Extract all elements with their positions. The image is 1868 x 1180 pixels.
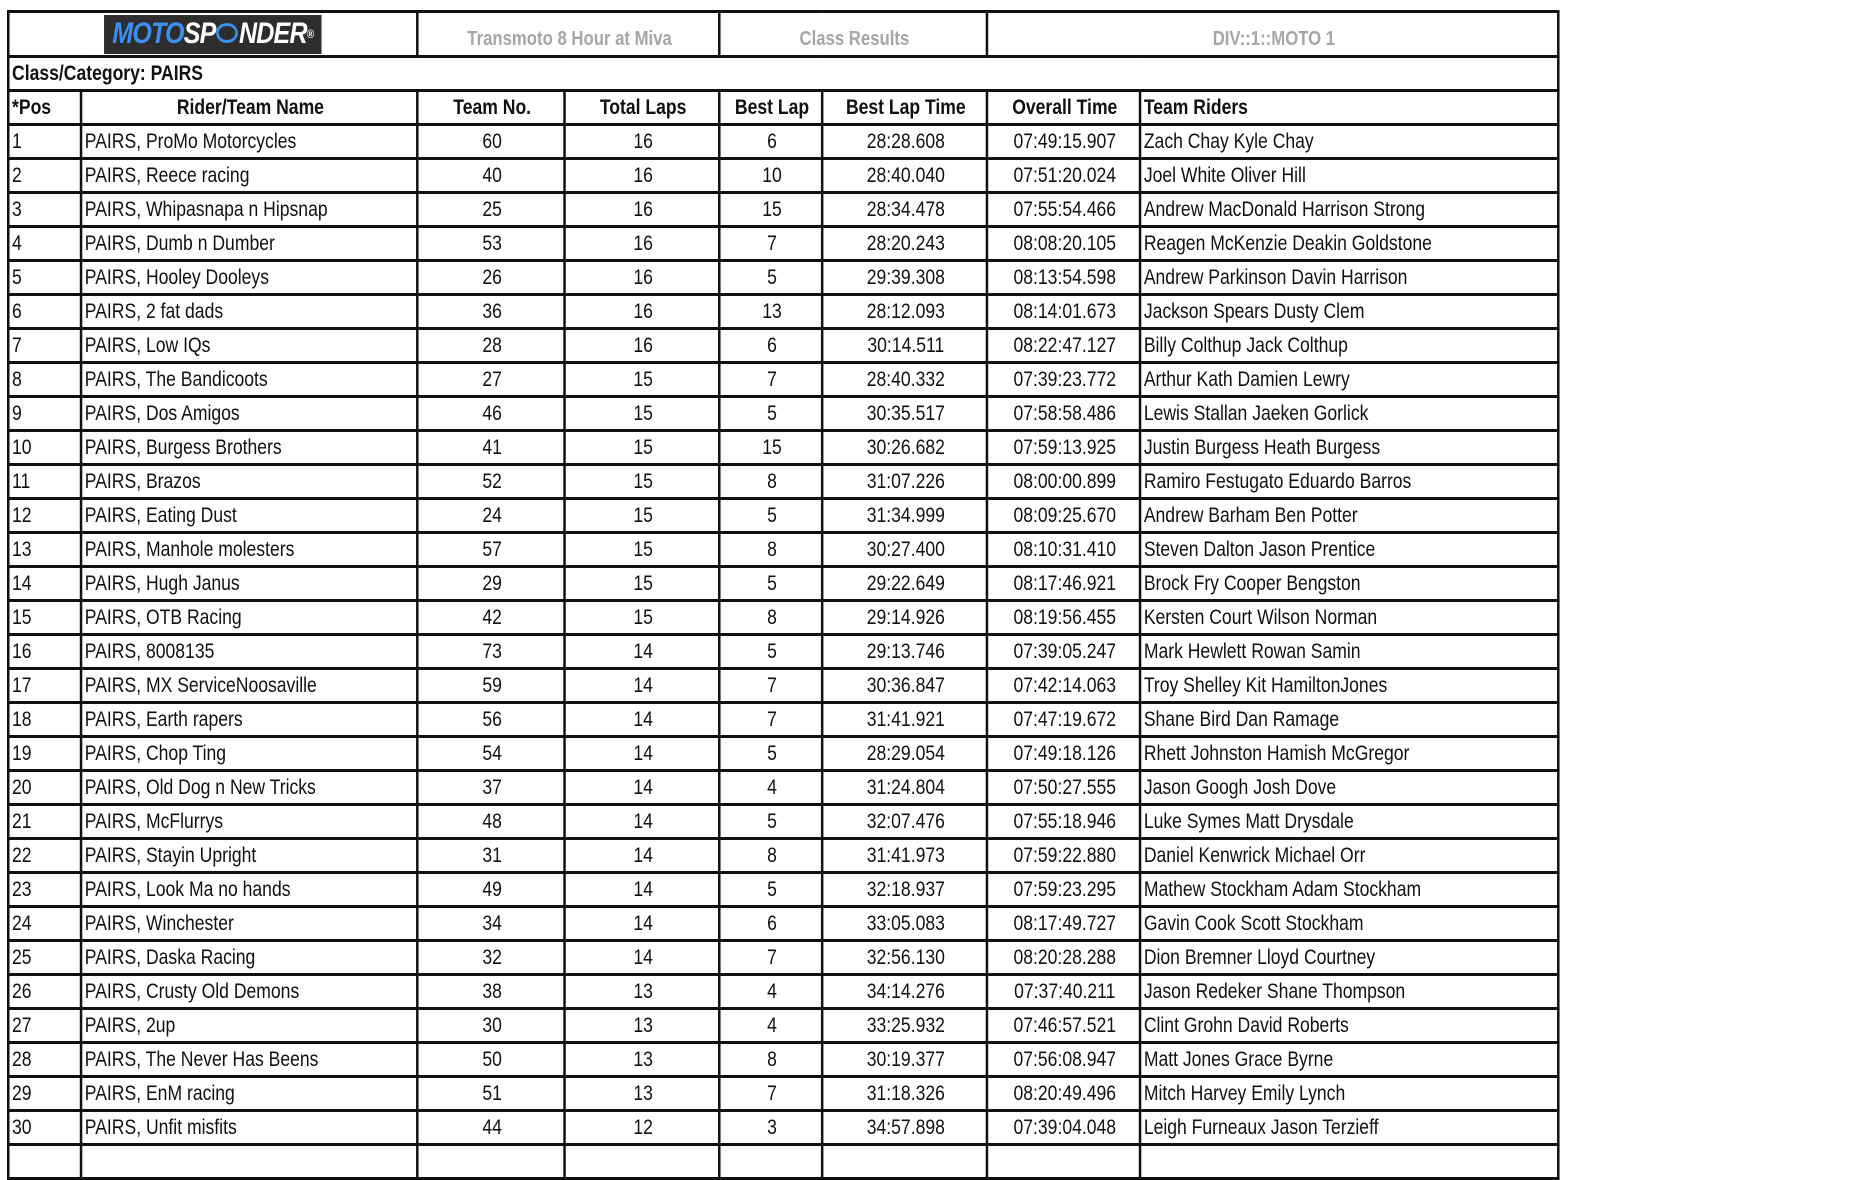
best-lap-time-cell: 32:56.130	[822, 941, 987, 975]
total-laps-cell: 14	[565, 907, 720, 941]
table-row	[8, 873, 1558, 907]
team-no-cell: 36	[417, 295, 564, 329]
pos-cell: 16	[8, 635, 81, 669]
col-header-total-laps: Total Laps	[565, 91, 720, 125]
pos-cell: 19	[8, 737, 81, 771]
team-name-cell: PAIRS, Crusty Old Demons	[81, 975, 417, 1009]
pos-cell: 8	[8, 363, 81, 397]
col-header-best-lap-time: Best Lap Time	[822, 91, 987, 125]
pos-cell: 10	[8, 431, 81, 465]
best-lap-time-cell: 32:07.476	[822, 805, 987, 839]
overall-time-cell: 08:20:28.288	[987, 941, 1140, 975]
division-label: DIV::1::MOTO 1	[987, 12, 1558, 57]
pos-cell: 29	[8, 1077, 81, 1111]
team-riders-cell: Luke Symes Matt Drysdale	[1140, 805, 1558, 839]
total-laps-cell: 13	[565, 975, 720, 1009]
total-laps-cell: 15	[565, 533, 720, 567]
team-riders-cell: Leigh Furneaux Jason Terzieff	[1140, 1111, 1558, 1145]
total-laps-cell: 16	[565, 227, 720, 261]
overall-time-cell: 07:49:18.126	[987, 737, 1140, 771]
team-no-cell: 25	[417, 193, 564, 227]
overall-time-cell: 08:10:31.410	[987, 533, 1140, 567]
best-lap-cell: 8	[719, 533, 822, 567]
team-riders-cell: Lewis Stallan Jaeken Gorlick	[1140, 397, 1558, 431]
team-name-cell: PAIRS, 8008135	[81, 635, 417, 669]
best-lap-time-cell: 29:22.649	[822, 567, 987, 601]
overall-time-cell: 07:39:23.772	[987, 363, 1140, 397]
best-lap-cell: 5	[719, 805, 822, 839]
best-lap-cell: 3	[719, 1111, 822, 1145]
team-no-cell: 44	[417, 1111, 564, 1145]
team-name-cell: PAIRS, ProMo Motorcycles	[81, 125, 417, 159]
team-no-cell: 34	[417, 907, 564, 941]
empty-cell	[1140, 1145, 1558, 1179]
best-lap-time-cell: 30:27.400	[822, 533, 987, 567]
team-no-cell: 50	[417, 1043, 564, 1077]
table-row	[8, 737, 1558, 771]
pos-cell: 11	[8, 465, 81, 499]
overall-time-cell: 08:08:20.105	[987, 227, 1140, 261]
team-riders-cell: Matt Jones Grace Byrne	[1140, 1043, 1558, 1077]
team-riders-cell: Ramiro Festugato Eduardo Barros	[1140, 465, 1558, 499]
best-lap-time-cell: 28:28.608	[822, 125, 987, 159]
team-no-cell: 48	[417, 805, 564, 839]
total-laps-cell: 15	[565, 431, 720, 465]
table-row	[8, 907, 1558, 941]
pos-cell: 23	[8, 873, 81, 907]
pos-cell: 24	[8, 907, 81, 941]
best-lap-time-cell: 29:13.746	[822, 635, 987, 669]
overall-time-cell: 07:56:08.947	[987, 1043, 1140, 1077]
team-riders-cell: Dion Bremner Lloyd Courtney	[1140, 941, 1558, 975]
team-riders-cell: Jason Redeker Shane Thompson	[1140, 975, 1558, 1009]
team-no-cell: 54	[417, 737, 564, 771]
pos-cell: 22	[8, 839, 81, 873]
total-laps-cell: 14	[565, 839, 720, 873]
total-laps-cell: 15	[565, 499, 720, 533]
team-riders-cell: Billy Colthup Jack Colthup	[1140, 329, 1558, 363]
best-lap-cell: 5	[719, 261, 822, 295]
team-no-cell: 26	[417, 261, 564, 295]
best-lap-cell: 7	[719, 703, 822, 737]
best-lap-time-cell: 29:14.926	[822, 601, 987, 635]
total-laps-cell: 13	[565, 1009, 720, 1043]
table-row	[8, 261, 1558, 295]
col-header-team-no: Team No.	[417, 91, 564, 125]
best-lap-time-cell: 31:41.921	[822, 703, 987, 737]
team-riders-cell: Daniel Kenwrick Michael Orr	[1140, 839, 1558, 873]
overall-time-cell: 07:42:14.063	[987, 669, 1140, 703]
team-no-cell: 59	[417, 669, 564, 703]
overall-time-cell: 07:59:13.925	[987, 431, 1140, 465]
total-laps-cell: 15	[565, 397, 720, 431]
table-row	[8, 703, 1558, 737]
table-row	[8, 533, 1558, 567]
best-lap-time-cell: 31:07.226	[822, 465, 987, 499]
best-lap-time-cell: 31:41.973	[822, 839, 987, 873]
col-header-overall-time: Overall Time	[987, 91, 1140, 125]
table-row	[8, 669, 1558, 703]
results-sheet	[7, 10, 1557, 1152]
team-name-cell: PAIRS, Daska Racing	[81, 941, 417, 975]
total-laps-cell: 14	[565, 737, 720, 771]
table-row	[8, 601, 1558, 635]
team-name-cell: PAIRS, Manhole molesters	[81, 533, 417, 567]
overall-time-cell: 07:59:23.295	[987, 873, 1140, 907]
best-lap-time-cell: 33:05.083	[822, 907, 987, 941]
team-name-cell: PAIRS, Dos Amigos	[81, 397, 417, 431]
column-header-row	[8, 91, 1558, 125]
team-no-cell: 41	[417, 431, 564, 465]
overall-time-cell: 07:58:58.486	[987, 397, 1140, 431]
pos-cell: 2	[8, 159, 81, 193]
team-riders-cell: Mathew Stockham Adam Stockham	[1140, 873, 1558, 907]
table-row	[8, 363, 1558, 397]
overall-time-cell: 07:46:57.521	[987, 1009, 1140, 1043]
team-riders-cell: Arthur Kath Damien Lewry	[1140, 363, 1558, 397]
pos-cell: 18	[8, 703, 81, 737]
best-lap-cell: 13	[719, 295, 822, 329]
class-category-label: Class/Category: PAIRS	[8, 57, 1558, 91]
total-laps-cell: 16	[565, 193, 720, 227]
team-name-cell: PAIRS, Earth rapers	[81, 703, 417, 737]
team-riders-cell: Rhett Johnston Hamish McGregor	[1140, 737, 1558, 771]
team-no-cell: 73	[417, 635, 564, 669]
overall-time-cell: 07:37:40.211	[987, 975, 1140, 1009]
table-row	[8, 125, 1558, 159]
overall-time-cell: 07:49:15.907	[987, 125, 1140, 159]
overall-time-cell: 08:00:00.899	[987, 465, 1140, 499]
total-laps-cell: 16	[565, 261, 720, 295]
team-no-cell: 32	[417, 941, 564, 975]
team-riders-cell: Jackson Spears Dusty Clem	[1140, 295, 1558, 329]
pos-cell: 27	[8, 1009, 81, 1043]
team-no-cell: 24	[417, 499, 564, 533]
best-lap-time-cell: 28:12.093	[822, 295, 987, 329]
team-riders-cell: Troy Shelley Kit HamiltonJones	[1140, 669, 1558, 703]
logo-cell	[8, 12, 417, 57]
best-lap-cell: 7	[719, 1077, 822, 1111]
team-name-cell: PAIRS, Reece racing	[81, 159, 417, 193]
total-laps-cell: 15	[565, 363, 720, 397]
team-name-cell: PAIRS, Hooley Dooleys	[81, 261, 417, 295]
team-name-cell: PAIRS, Winchester	[81, 907, 417, 941]
overall-time-cell: 08:09:25.670	[987, 499, 1140, 533]
team-name-cell: PAIRS, Low IQs	[81, 329, 417, 363]
table-row	[8, 227, 1558, 261]
best-lap-time-cell: 30:26.682	[822, 431, 987, 465]
best-lap-time-cell: 30:19.377	[822, 1043, 987, 1077]
best-lap-cell: 8	[719, 465, 822, 499]
team-no-cell: 40	[417, 159, 564, 193]
empty-cell	[719, 1145, 822, 1179]
total-laps-cell: 16	[565, 295, 720, 329]
table-row	[8, 1111, 1558, 1145]
best-lap-time-cell: 30:35.517	[822, 397, 987, 431]
overall-time-cell: 08:19:56.455	[987, 601, 1140, 635]
team-riders-cell: Andrew Barham Ben Potter	[1140, 499, 1558, 533]
team-riders-cell: Andrew Parkinson Davin Harrison	[1140, 261, 1558, 295]
total-laps-cell: 13	[565, 1043, 720, 1077]
table-row	[8, 499, 1558, 533]
team-name-cell: PAIRS, Unfit misfits	[81, 1111, 417, 1145]
col-header-pos: *Pos	[8, 91, 81, 125]
best-lap-time-cell: 34:57.898	[822, 1111, 987, 1145]
team-no-cell: 29	[417, 567, 564, 601]
best-lap-cell: 5	[719, 873, 822, 907]
best-lap-time-cell: 31:24.804	[822, 771, 987, 805]
best-lap-time-cell: 30:36.847	[822, 669, 987, 703]
team-name-cell: PAIRS, Look Ma no hands	[81, 873, 417, 907]
best-lap-time-cell: 28:34.478	[822, 193, 987, 227]
pos-cell: 21	[8, 805, 81, 839]
team-no-cell: 37	[417, 771, 564, 805]
pos-cell: 4	[8, 227, 81, 261]
total-laps-cell: 14	[565, 771, 720, 805]
team-name-cell: PAIRS, McFlurrys	[81, 805, 417, 839]
table-row	[8, 941, 1558, 975]
total-laps-cell: 14	[565, 669, 720, 703]
table-row	[8, 1009, 1558, 1043]
team-riders-cell: Justin Burgess Heath Burgess	[1140, 431, 1558, 465]
team-name-cell: PAIRS, OTB Racing	[81, 601, 417, 635]
overall-time-cell: 07:55:54.466	[987, 193, 1140, 227]
team-no-cell: 42	[417, 601, 564, 635]
table-row	[8, 431, 1558, 465]
team-no-cell: 57	[417, 533, 564, 567]
pos-cell: 7	[8, 329, 81, 363]
best-lap-cell: 6	[719, 329, 822, 363]
best-lap-cell: 5	[719, 499, 822, 533]
col-header-team-riders: Team Riders	[1140, 91, 1558, 125]
team-name-cell: PAIRS, 2up	[81, 1009, 417, 1043]
team-riders-cell: Shane Bird Dan Ramage	[1140, 703, 1558, 737]
empty-cell	[987, 1145, 1140, 1179]
team-riders-cell: Joel White Oliver Hill	[1140, 159, 1558, 193]
pos-cell: 9	[8, 397, 81, 431]
best-lap-cell: 7	[719, 227, 822, 261]
best-lap-cell: 5	[719, 397, 822, 431]
best-lap-cell: 6	[719, 907, 822, 941]
empty-cell	[417, 1145, 564, 1179]
team-riders-cell: Mitch Harvey Emily Lynch	[1140, 1077, 1558, 1111]
table-row	[8, 193, 1558, 227]
overall-time-cell: 08:13:54.598	[987, 261, 1140, 295]
total-laps-cell: 16	[565, 159, 720, 193]
team-riders-cell: Kersten Court Wilson Norman	[1140, 601, 1558, 635]
table-row	[8, 397, 1558, 431]
team-name-cell: PAIRS, Chop Ting	[81, 737, 417, 771]
motosponder-logo: MOTOSP NDER®	[104, 15, 322, 54]
overall-time-cell: 08:14:01.673	[987, 295, 1140, 329]
best-lap-cell: 7	[719, 669, 822, 703]
pos-cell: 13	[8, 533, 81, 567]
empty-cell	[822, 1145, 987, 1179]
best-lap-cell: 8	[719, 839, 822, 873]
table-row	[8, 771, 1558, 805]
overall-time-cell: 07:51:20.024	[987, 159, 1140, 193]
pos-cell: 1	[8, 125, 81, 159]
table-row	[8, 465, 1558, 499]
table-row	[8, 635, 1558, 669]
overall-time-cell: 08:17:46.921	[987, 567, 1140, 601]
best-lap-cell: 10	[719, 159, 822, 193]
pos-cell: 25	[8, 941, 81, 975]
pos-cell: 17	[8, 669, 81, 703]
team-no-cell: 46	[417, 397, 564, 431]
best-lap-cell: 7	[719, 363, 822, 397]
team-no-cell: 31	[417, 839, 564, 873]
table-row	[8, 839, 1558, 873]
overall-time-cell: 07:39:05.247	[987, 635, 1140, 669]
team-no-cell: 27	[417, 363, 564, 397]
table-row-partial	[8, 1145, 1558, 1179]
team-no-cell: 53	[417, 227, 564, 261]
team-no-cell: 28	[417, 329, 564, 363]
table-row	[8, 329, 1558, 363]
best-lap-time-cell: 29:39.308	[822, 261, 987, 295]
team-no-cell: 38	[417, 975, 564, 1009]
team-name-cell: PAIRS, Eating Dust	[81, 499, 417, 533]
team-no-cell: 60	[417, 125, 564, 159]
logo-ring-icon	[216, 23, 238, 43]
best-lap-cell: 6	[719, 125, 822, 159]
results-table	[7, 10, 1560, 1180]
class-category-row	[8, 57, 1558, 91]
pos-cell: 26	[8, 975, 81, 1009]
best-lap-cell: 4	[719, 1009, 822, 1043]
pos-cell: 20	[8, 771, 81, 805]
team-riders-cell: Zach Chay Kyle Chay	[1140, 125, 1558, 159]
best-lap-time-cell: 28:40.040	[822, 159, 987, 193]
team-name-cell: PAIRS, The Bandicoots	[81, 363, 417, 397]
best-lap-cell: 8	[719, 601, 822, 635]
best-lap-time-cell: 34:14.276	[822, 975, 987, 1009]
team-riders-cell: Gavin Cook Scott Stockham	[1140, 907, 1558, 941]
total-laps-cell: 14	[565, 703, 720, 737]
team-name-cell: PAIRS, 2 fat dads	[81, 295, 417, 329]
team-no-cell: 49	[417, 873, 564, 907]
team-no-cell: 51	[417, 1077, 564, 1111]
total-laps-cell: 15	[565, 567, 720, 601]
pos-cell: 5	[8, 261, 81, 295]
overall-time-cell: 07:39:04.048	[987, 1111, 1140, 1145]
best-lap-cell: 5	[719, 737, 822, 771]
overall-time-cell: 08:20:49.496	[987, 1077, 1140, 1111]
team-riders-cell: Brock Fry Cooper Bengston	[1140, 567, 1558, 601]
team-riders-cell: Clint Grohn David Roberts	[1140, 1009, 1558, 1043]
pos-cell: 6	[8, 295, 81, 329]
pos-cell: 30	[8, 1111, 81, 1145]
best-lap-time-cell: 28:40.332	[822, 363, 987, 397]
team-name-cell: PAIRS, Dumb n Dumber	[81, 227, 417, 261]
total-laps-cell: 14	[565, 873, 720, 907]
total-laps-cell: 15	[565, 601, 720, 635]
col-header-team-name: Rider/Team Name	[81, 91, 417, 125]
empty-cell	[81, 1145, 417, 1179]
total-laps-cell: 16	[565, 329, 720, 363]
team-riders-cell: Andrew MacDonald Harrison Strong	[1140, 193, 1558, 227]
team-riders-cell: Steven Dalton Jason Prentice	[1140, 533, 1558, 567]
table-row	[8, 567, 1558, 601]
pos-cell: 15	[8, 601, 81, 635]
team-name-cell: PAIRS, EnM racing	[81, 1077, 417, 1111]
team-name-cell: PAIRS, The Never Has Beens	[81, 1043, 417, 1077]
team-riders-cell: Jason Googh Josh Dove	[1140, 771, 1558, 805]
team-name-cell: PAIRS, Old Dog n New Tricks	[81, 771, 417, 805]
overall-time-cell: 08:17:49.727	[987, 907, 1140, 941]
overall-time-cell: 07:59:22.880	[987, 839, 1140, 873]
event-title: Transmoto 8 Hour at Miva	[417, 12, 719, 57]
team-riders-cell: Mark Hewlett Rowan Samin	[1140, 635, 1558, 669]
team-name-cell: PAIRS, Stayin Upright	[81, 839, 417, 873]
team-name-cell: PAIRS, Hugh Janus	[81, 567, 417, 601]
best-lap-cell: 5	[719, 635, 822, 669]
pos-cell: 3	[8, 193, 81, 227]
best-lap-time-cell: 31:18.326	[822, 1077, 987, 1111]
overall-time-cell: 07:47:19.672	[987, 703, 1140, 737]
best-lap-cell: 8	[719, 1043, 822, 1077]
best-lap-time-cell: 28:20.243	[822, 227, 987, 261]
best-lap-cell: 4	[719, 771, 822, 805]
report-header-row	[8, 12, 1558, 57]
total-laps-cell: 12	[565, 1111, 720, 1145]
total-laps-cell: 15	[565, 465, 720, 499]
team-name-cell: PAIRS, Brazos	[81, 465, 417, 499]
total-laps-cell: 13	[565, 1077, 720, 1111]
overall-time-cell: 07:55:18.946	[987, 805, 1140, 839]
team-no-cell: 30	[417, 1009, 564, 1043]
overall-time-cell: 08:22:47.127	[987, 329, 1140, 363]
total-laps-cell: 14	[565, 635, 720, 669]
best-lap-cell: 7	[719, 941, 822, 975]
table-row	[8, 1043, 1558, 1077]
best-lap-time-cell: 31:34.999	[822, 499, 987, 533]
empty-cell	[565, 1145, 720, 1179]
best-lap-cell: 4	[719, 975, 822, 1009]
team-name-cell: PAIRS, MX ServiceNoosaville	[81, 669, 417, 703]
best-lap-time-cell: 32:18.937	[822, 873, 987, 907]
best-lap-cell: 5	[719, 567, 822, 601]
col-header-best-lap: Best Lap	[719, 91, 822, 125]
team-riders-cell: Reagen McKenzie Deakin Goldstone	[1140, 227, 1558, 261]
report-title: Class Results	[719, 12, 987, 57]
total-laps-cell: 14	[565, 941, 720, 975]
total-laps-cell: 16	[565, 125, 720, 159]
empty-cell	[8, 1145, 81, 1179]
table-row	[8, 805, 1558, 839]
table-row	[8, 159, 1558, 193]
table-row	[8, 1077, 1558, 1111]
best-lap-time-cell: 28:29.054	[822, 737, 987, 771]
team-name-cell: PAIRS, Burgess Brothers	[81, 431, 417, 465]
total-laps-cell: 14	[565, 805, 720, 839]
team-name-cell: PAIRS, Whipasnapa n Hipsnap	[81, 193, 417, 227]
best-lap-cell: 15	[719, 431, 822, 465]
best-lap-cell: 15	[719, 193, 822, 227]
best-lap-time-cell: 30:14.511	[822, 329, 987, 363]
pos-cell: 28	[8, 1043, 81, 1077]
table-row	[8, 295, 1558, 329]
team-no-cell: 56	[417, 703, 564, 737]
pos-cell: 12	[8, 499, 81, 533]
team-no-cell: 52	[417, 465, 564, 499]
table-row	[8, 975, 1558, 1009]
pos-cell: 14	[8, 567, 81, 601]
best-lap-time-cell: 33:25.932	[822, 1009, 987, 1043]
overall-time-cell: 07:50:27.555	[987, 771, 1140, 805]
